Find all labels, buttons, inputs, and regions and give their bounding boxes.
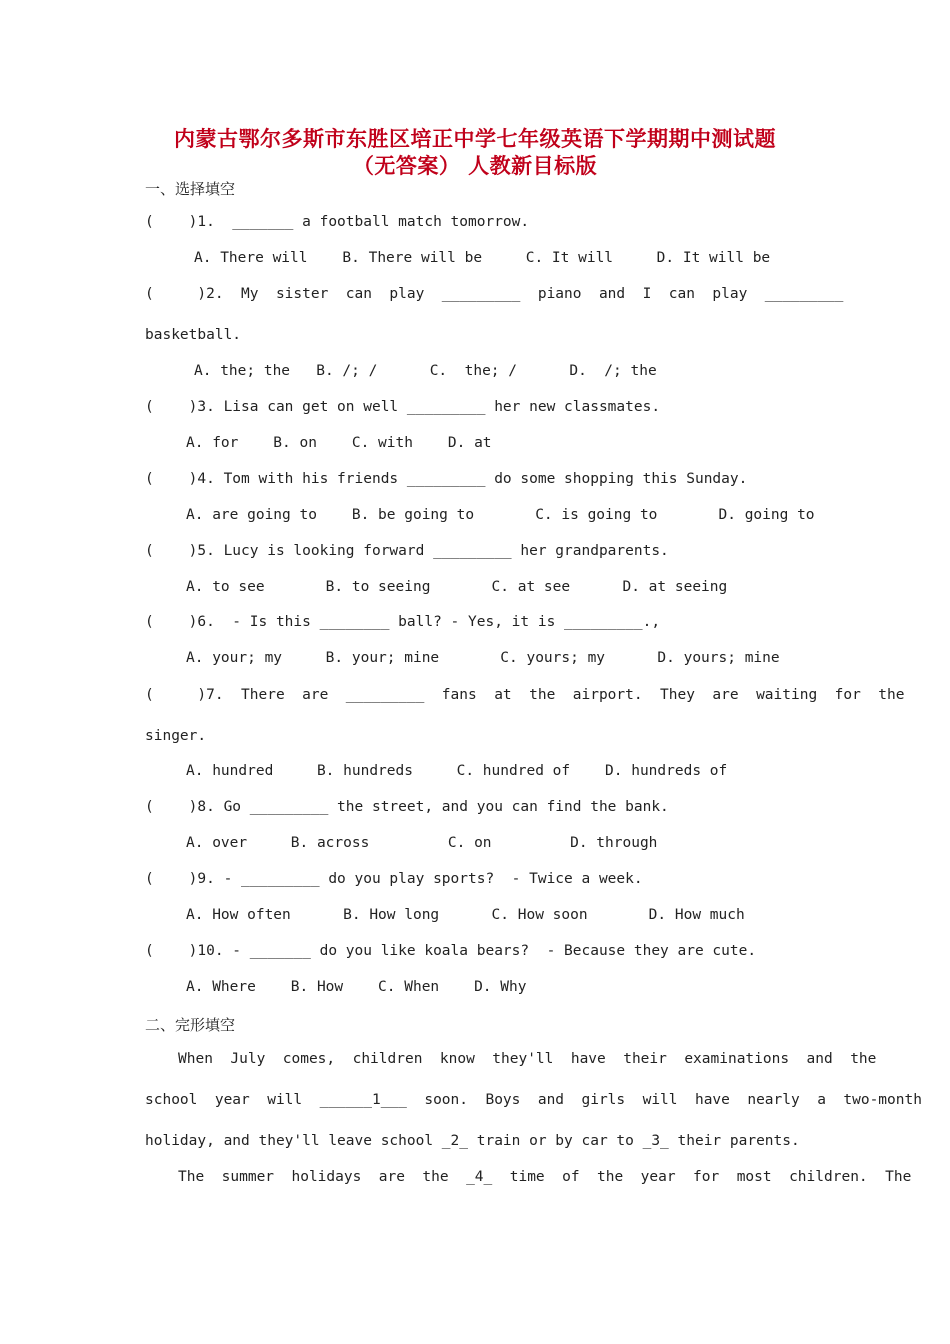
cloze-line-3: holiday, and they'll leave school _2_ train or by car to _3_ their parents.: [145, 1133, 800, 1149]
question-9-options: A. How often B. How long C. How soon D. How much: [186, 907, 745, 923]
question-1: ( )1. _______ a football match tomorrow.: [145, 214, 530, 230]
question-6-options: A. your; my B. your; mine C. yours; my D. yours; mine: [186, 650, 780, 666]
question-2-options: A. the; the B. /; / C. the; / D. /; the: [194, 363, 657, 379]
question-4-options: A. are going to B. be going to C. is going to D. going to: [186, 507, 815, 523]
page-subtitle: （无答案） 人教新目标版: [352, 154, 598, 178]
question-9: ( )9. - _________ do you play sports? - Twice a week.: [145, 871, 643, 887]
question-6: ( )6. - Is this ________ ball? - Yes, it is _________.,: [145, 614, 661, 630]
question-3: ( )3. Lisa can get on well _________ her new classmates.: [145, 399, 661, 415]
question-4: ( )4. Tom with his friends _________ do some shopping this Sunday.: [145, 471, 748, 487]
cloze-line-2: school year will ______1___ soon. Boys and girls will have nearly a two-month: [145, 1092, 922, 1108]
question-5-options: A. to see B. to seeing C. at see D. at seeing: [186, 579, 728, 595]
question-7-options: A. hundred B. hundreds C. hundred of D. hundreds of: [186, 763, 728, 779]
question-8: ( )8. Go _________ the street, and you can find the bank.: [145, 799, 669, 815]
question-1-options: A. There will B. There will be C. It will D. It will be: [194, 250, 771, 266]
question-2: ( )2. My sister can play _________ piano and I can play _________: [145, 286, 844, 302]
section1-heading: 一、选择填空: [145, 180, 236, 198]
question-8-options: A. over B. across C. on D. through: [186, 835, 658, 851]
section2-heading: 二、完形填空: [145, 1016, 236, 1034]
question-3-options: A. for B. on C. with D. at: [186, 435, 492, 451]
page-title: 内蒙古鄂尔多斯市东胜区培正中学七年级英语下学期期中测试题: [174, 127, 776, 151]
question-7-continued: singer.: [145, 728, 207, 744]
question-2-continued: basketball.: [145, 327, 242, 343]
question-10-options: A. Where B. How C. When D. Why: [186, 979, 527, 995]
question-10: ( )10. - _______ do you like koala bears? - Because they are cute.: [145, 943, 757, 959]
question-7: ( )7. There are _________ fans at the airport. They are waiting for the: [145, 687, 905, 703]
cloze-line-4: The summer holidays are the _4_ time of the year for most children. The: [178, 1169, 912, 1185]
cloze-line-1: When July comes, children know they'll have their examinations and the: [178, 1051, 877, 1067]
question-5: ( )5. Lucy is looking forward _________ her grandparents.: [145, 543, 669, 559]
